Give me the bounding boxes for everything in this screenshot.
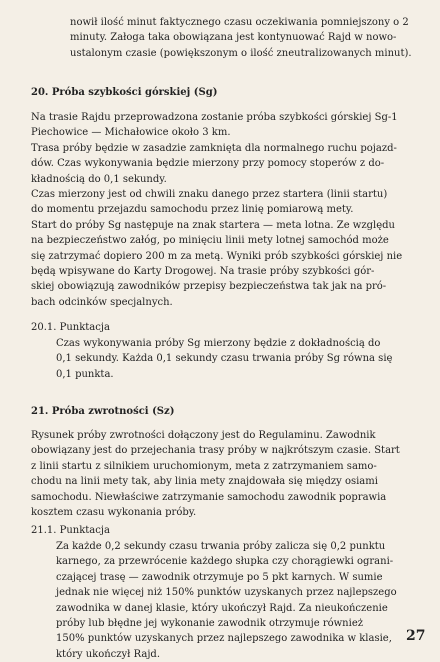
text-line: się zatrzymać dopiero 200 m za metą. Wyniki prób szybkości górskiej nie [31,250,403,262]
text-line: 150% punktów uzyskanych przez najlepszego zawodnika w klasie, [56,633,392,645]
text-line: samochodu. Niewłaściwe zatrzymanie samochodu zawodnik poprawia [31,491,387,503]
text-line: chodu na linii mety tak, aby linia mety znajdowała się między osiami [31,476,378,488]
text-line: obowiązany jest do przejechania trasy próby w najkrótszym czasie. Start [31,445,400,457]
section-20-body [31,110,426,310]
text-line: na bezpieczeństwo załóg, po minięciu linii mety lotnej samochód może [31,235,389,247]
section-20-heading: 20. Próba szybkości górskiej (Sg) [31,87,218,98]
text-line: jednak nie więcej niż 150% punktów uzyskanych przez najlepszego [56,587,397,599]
text-line: Start do próby Sg następuje na znak startera — meta lotna. Ze względu [31,219,395,231]
text-line: będą wpisywane do Karty Drogowej. Na trasie próby szybkości gór- [31,266,375,278]
section-20-1-label: 20.1. Punktacja [31,322,110,333]
text-line: do momentu przejazdu samochodu przez linię pomiarową mety. [31,204,354,216]
text-line: skiej obowiązują zawodników przepisy bezpieczeństwa tak jak na pró- [31,281,387,293]
text-line: Za każde 0,2 sekundy czasu trwania próby zalicza się 0,2 punktu [56,541,386,552]
text-line: kosztem czasu wykonania próby. [31,507,197,519]
text-line: karnego, za przewrócenie każdego słupka czy chorągiewki ograni- [56,556,394,568]
text-line: 0,1 punkta. [56,368,114,380]
text-line: Rysunek próby zwrotności dołączony jest do Regulaminu. Zawodnik [31,430,376,441]
text-line: Trasa próby będzie w zasadzie zamknięta dla normalnego ruchu pojazd- [31,142,397,154]
text-line: Czas mierzony jest od chwili znaku danego przez startera (linii startu) [31,189,388,201]
text-line: z linii startu z silnikiem uruchomionym, meta z zatrzymaniem samo- [31,460,377,472]
section-21-body [31,428,426,520]
section-20-1-body [56,336,426,382]
text-line: który ukończył Rajd. [56,648,161,660]
text-line: ustalonym czasie (powiększonym o ilość zneutralizowanych minut). [70,47,412,59]
text-line: dów. Czas wykonywania będzie mierzony przy pomocy stoperów z do- [31,158,385,170]
text-line: 0,1 sekundy. Każda 0,1 sekundy czasu trwania próby Sg równa się [56,353,393,365]
top-paragraph [70,15,425,61]
text-line: próby lub błędne jej wykonanie zawodnik otrzymuje również [56,618,364,630]
text-line: czającej trasę — zawodnik otrzymuje po 5 pkt karnych. W sumie [56,571,383,583]
text-line: bach odcinków specjalnych. [31,296,173,308]
section-21-1-body [56,539,426,662]
text-line: zawodnika w danej klasie, który ukończył Rajd. Za nieukończenie [56,602,388,614]
text-line: minuty. Załoga taka obowiązana jest kontynuować Rajd w nowo- [70,32,397,44]
text-line: kładnością do 0,1 sekundy. [31,173,167,185]
text-line: Czas wykonywania próby Sg mierzony będzie z dokładnością do [56,338,381,349]
section-21-1-label: 21.1. Punktacja [31,525,110,536]
text-line: Na trasie Rajdu przeprowadzona zostanie próba szybkości górskiej Sg-1 [31,112,398,123]
text-line: Piechowice — Michałowice około 3 km. [31,127,231,139]
text-line: nowił ilość minut faktycznego czasu oczekiwania pomniejszony o 2 [70,17,409,28]
page-number: 27 [406,628,426,644]
section-21-heading: 21. Próba zwrotności (Sz) [31,406,175,417]
